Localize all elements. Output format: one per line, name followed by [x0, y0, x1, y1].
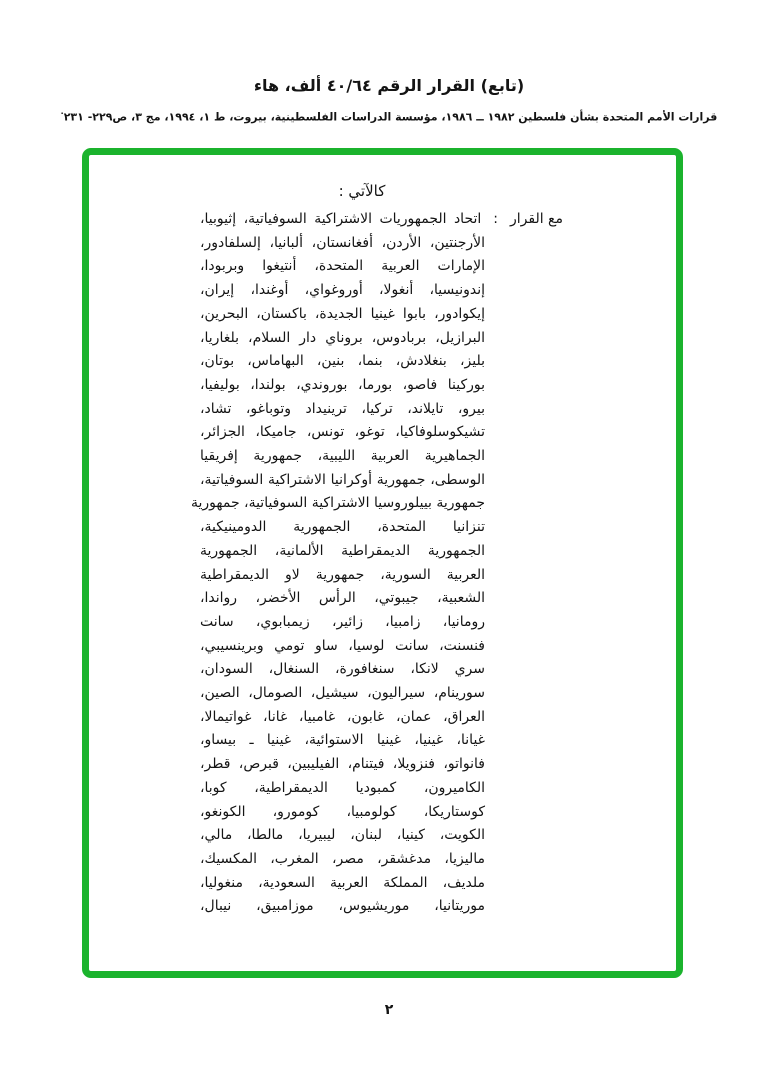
country-list-line: بيرو، تايلاند، تركيا، ترينيداد وتوباغو، تشاد، [200, 400, 485, 417]
country-list-line: جمهورية بييلوروسيا الاشتراكية السوفياتية، جمهورية [191, 495, 485, 512]
country-list-line: الأرجنتين، الأردن، أفغانستان، ألبانيا، إلسلفادور، [200, 234, 485, 251]
page-number: ٢ [384, 1002, 394, 1018]
country-list-line: ملديف، المملكة العربية السعودية، منغوليا، [200, 874, 485, 891]
country-list-line: البرازيل، بربادوس، بروناي دار السلام، بلغاريا، [200, 329, 485, 346]
intro-word: كالآتي : [338, 182, 386, 200]
country-list-line: إيكوادور، بابوا غينيا الجديدة، باكستان، البحرين، [200, 305, 485, 322]
country-list-line: الوسطى، جمهورية أوكرانيا الاشتراكية السوفياتية، [200, 471, 485, 488]
country-list-line: الجماهيرية العربية الليبية، جمهورية إفريقيا [200, 448, 485, 465]
country-list-line: فانواتو، فنزويلا، فيتنام، الفيليبين، قبرص، قطر، [200, 756, 485, 773]
country-list-line: العراق، عمان، غابون، غامبيا، غانا، غواتيمالا، [200, 708, 485, 725]
footnote-marker: · [60, 109, 64, 118]
vote-colon: : [493, 211, 498, 227]
country-list-line: كوستاريكا، كولومبيا، كومورو، الكونغو، [200, 803, 485, 820]
country-list-line: تشيكوسلوفاكيا، توغو، تونس، جاميكا، الجزائر، [200, 424, 485, 441]
source-citation-text: قرارات الأمم المتحدة بشأن فلسطين ١٩٨٢ ــ ١٩٨٦، مؤسسة الدراسات الفلسطينية، بيروت، ط ١، ١٩٩٤، مج ٣، ص٢٢٩- ٢٣١ [63, 110, 718, 124]
country-list-line: بوركينا فاصو، بورما، بوروندي، بولندا، بوليفيا، [200, 376, 485, 393]
resolution-title: (تابع) القرار الرقم ٤٠/٦٤ ألف، هاء [253, 76, 525, 95]
country-list-line: رومانيا، زامبيا، زائير، زيمبابوي، سانت [200, 613, 485, 630]
country-list-line: تنزانيا المتحدة، الجمهورية الدومينيكية، [200, 519, 485, 536]
vote-first-line [200, 208, 563, 232]
country-list-line: بليز، بنغلادش، بنما، بنين، البهاماس، بوتان، [200, 353, 485, 370]
country-list-line: غيانا، غينيا، غينيا الاستوائية، غينيا ـ بيساو، [200, 732, 485, 749]
country-list-line: سري لانكا، سنغافورة، السنغال، السودان، [200, 661, 485, 678]
source-citation [0, 109, 778, 124]
country-list-line: العربية السورية، جمهورية لاو الديمقراطية [200, 566, 485, 583]
country-list-line: فنسنت، سانت لوسيا، ساو تومي وبرينسيبي، [200, 637, 485, 654]
country-list-line: إندونيسيا، أنغولا، أوروغواي، أوغندا، إيران، [200, 282, 485, 299]
country-list-line: الكويت، كينيا، لبنان، ليبيريا، مالطا، مالي، [200, 827, 485, 844]
country-list [191, 232, 485, 919]
country-list-line: الجمهورية الديمقراطية الألمانية، الجمهورية [200, 542, 485, 559]
country-list-line: موريتانيا، موريشيوس، موزامبيق، نيبال، [200, 898, 485, 915]
country-list-line: اتحاد الجمهوريات الاشتراكية السوفياتية، إثيوبيا، [200, 211, 482, 227]
country-list-line: الشعبية، جيبوتي، الرأس الأخضر، رواندا، [200, 590, 485, 607]
country-list-line: الكاميرون، كمبوديا الديمقراطية، كوبا، [200, 779, 485, 796]
country-list-line: سورينام، سيراليون، سيشيل، الصومال، الصين، [200, 685, 485, 702]
vote-block [191, 208, 563, 919]
country-list-line: ماليزيا، مدغشقر، مصر، المغرب، المكسيك، [200, 850, 485, 867]
vote-side-label: مع القرار [509, 211, 563, 227]
country-list-line: الإمارات العربية المتحدة، أنتيغوا وبربودا، [200, 258, 485, 275]
